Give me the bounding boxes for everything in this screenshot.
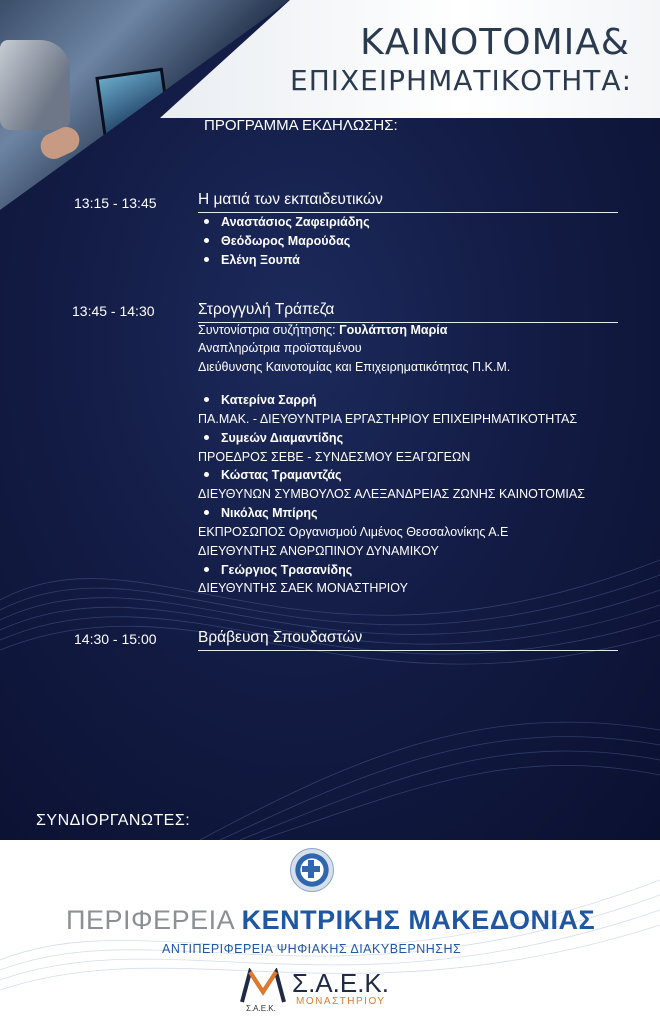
speaker-name: Ελένη Ξουπά (221, 253, 300, 267)
speaker-name: Θεόδωρος Μαρούδας (221, 234, 351, 248)
saek-small-label: Σ.Α.Ε.Κ. (246, 1004, 276, 1013)
moderator-role: Αναπληρώτρια προϊσταμένου (198, 341, 362, 355)
microscope-shape (0, 40, 70, 130)
session-title: Στρογγυλή Τράπεζα (198, 301, 618, 323)
co-organizers-label: ΣΥΝΔΙΟΡΓΑΝΩΤΕΣ: (36, 812, 191, 829)
panelist-name: Κατερίνα Σαρρή (221, 393, 317, 407)
bullet-icon (204, 238, 209, 243)
panelist-role: ΠΑ.ΜΑΚ. - ΔΙΕΥΘΥΝΤΡΙΑ ΕΡΓΑΣΤΗΡΙΟΥ ΕΠΙΧΕΙΡΗΜΑΤΙΚΟΤΗΤΑΣ (198, 412, 578, 426)
region-name-part2: ΚΕΝΤΡΙΚΗΣ ΜΑΚΕΔΟΝΙΑΣ (241, 905, 596, 935)
bullet-icon (204, 257, 209, 262)
panelist-item (204, 563, 352, 577)
region-subtitle: ΑΝΤΙΠΕΡΙΦΕΡΕΙΑ ΨΗΦΙΑΚΗΣ ΔΙΑΚΥΒΕΡΝΗΣΗΣ (162, 942, 462, 956)
bullet-icon (204, 219, 209, 224)
bullet-icon (204, 472, 209, 477)
saek-logo-icon (240, 968, 286, 1004)
bullet-icon (204, 510, 209, 515)
saek-name: Σ.Α.Ε.Κ. (292, 968, 389, 998)
panelist-name: Νικόλας Μπίρης (221, 506, 318, 520)
speaker-item (204, 215, 370, 229)
panelist-role: ΠΡΟΕΔΡΟΣ ΣΕΒΕ - ΣΥΝΔΕΣΜΟΥ ΕΞΑΓΩΓΕΩΝ (198, 450, 471, 464)
moderator-label: Συντονίστρια συζήτησης: (198, 323, 340, 337)
panelist-item (204, 393, 317, 407)
panelist-role: ΔΙΕΥΘΥΝΤΗΣ ΑΝΘΡΩΠΙΝΟΥ ΔΥΝΑΜΙΚΟΥ (198, 544, 439, 558)
speaker-name: Αναστάσιος Ζαφειριάδης (221, 215, 370, 229)
panelist-name: Συμεών Διαμαντίδης (221, 431, 344, 445)
session-title: Βράβευση Σπουδαστών (198, 629, 618, 651)
saek-place: ΜΟΝΑΣΤΗΡΙΟΥ (296, 996, 386, 1007)
panelist-item (204, 431, 343, 445)
moderator-role: Διεύθυνσης Καινοτομίας και Επιχειρηματικότητας Π.Κ.Μ. (198, 360, 511, 374)
moderator-name: Γουλάπτση Μαρία (339, 323, 448, 337)
region-name-part1: ΠΕΡΙΦΕΡΕΙΑ (66, 905, 242, 935)
session-time: 13:15 - 13:45 (74, 195, 157, 211)
greek-seal-icon (290, 848, 334, 892)
event-title-line2: ΕΠΙΧΕΙΡΗΜΑΤΙΚΟΤΗΤΑ: (290, 64, 632, 97)
speaker-item (204, 234, 350, 248)
panelist-name: Κώστας Τραμαντζάς (221, 468, 342, 482)
session-time: 14:30 - 15:00 (74, 631, 157, 647)
panelist-role: ΕΚΠΡΟΣΩΠΟΣ Οργανισμού Λιμένος Θεσσαλονίκης Α.Ε (198, 525, 509, 539)
panelist-role: ΔΙΕΥΘΥΝΩΝ ΣΥΜΒΟΥΛΟΣ ΑΛΕΞΑΝΔΡΕΙΑΣ ΖΩΝΗΣ ΚΑΙΝΟΤΟΜΙΑΣ (198, 487, 585, 501)
event-title-line1: ΚΑΙΝΟΤΟΜΙΑ& (360, 22, 630, 63)
panelist-item (204, 506, 317, 520)
program-heading: ΠΡΟΓΡΑΜΜΑ ΕΚΔΗΛΩΣΗΣ: (204, 117, 398, 134)
panelist-name: Γεώργιος Τρασανίδης (221, 563, 353, 577)
panelist-role: ΔΙΕΥΘΥΝΤΗΣ ΣΑΕΚ ΜΟΝΑΣΤΗΡΙΟΥ (198, 581, 408, 595)
bullet-icon (204, 397, 209, 402)
region-name (66, 905, 595, 936)
bullet-icon (204, 567, 209, 572)
bullet-icon (204, 435, 209, 440)
speaker-item (204, 253, 300, 267)
session-time: 13:45 - 14:30 (72, 303, 155, 319)
session-title: Η ματιά των εκπαιδευτικών (198, 191, 618, 213)
panelist-item (204, 468, 342, 482)
moderator-line (198, 323, 447, 337)
